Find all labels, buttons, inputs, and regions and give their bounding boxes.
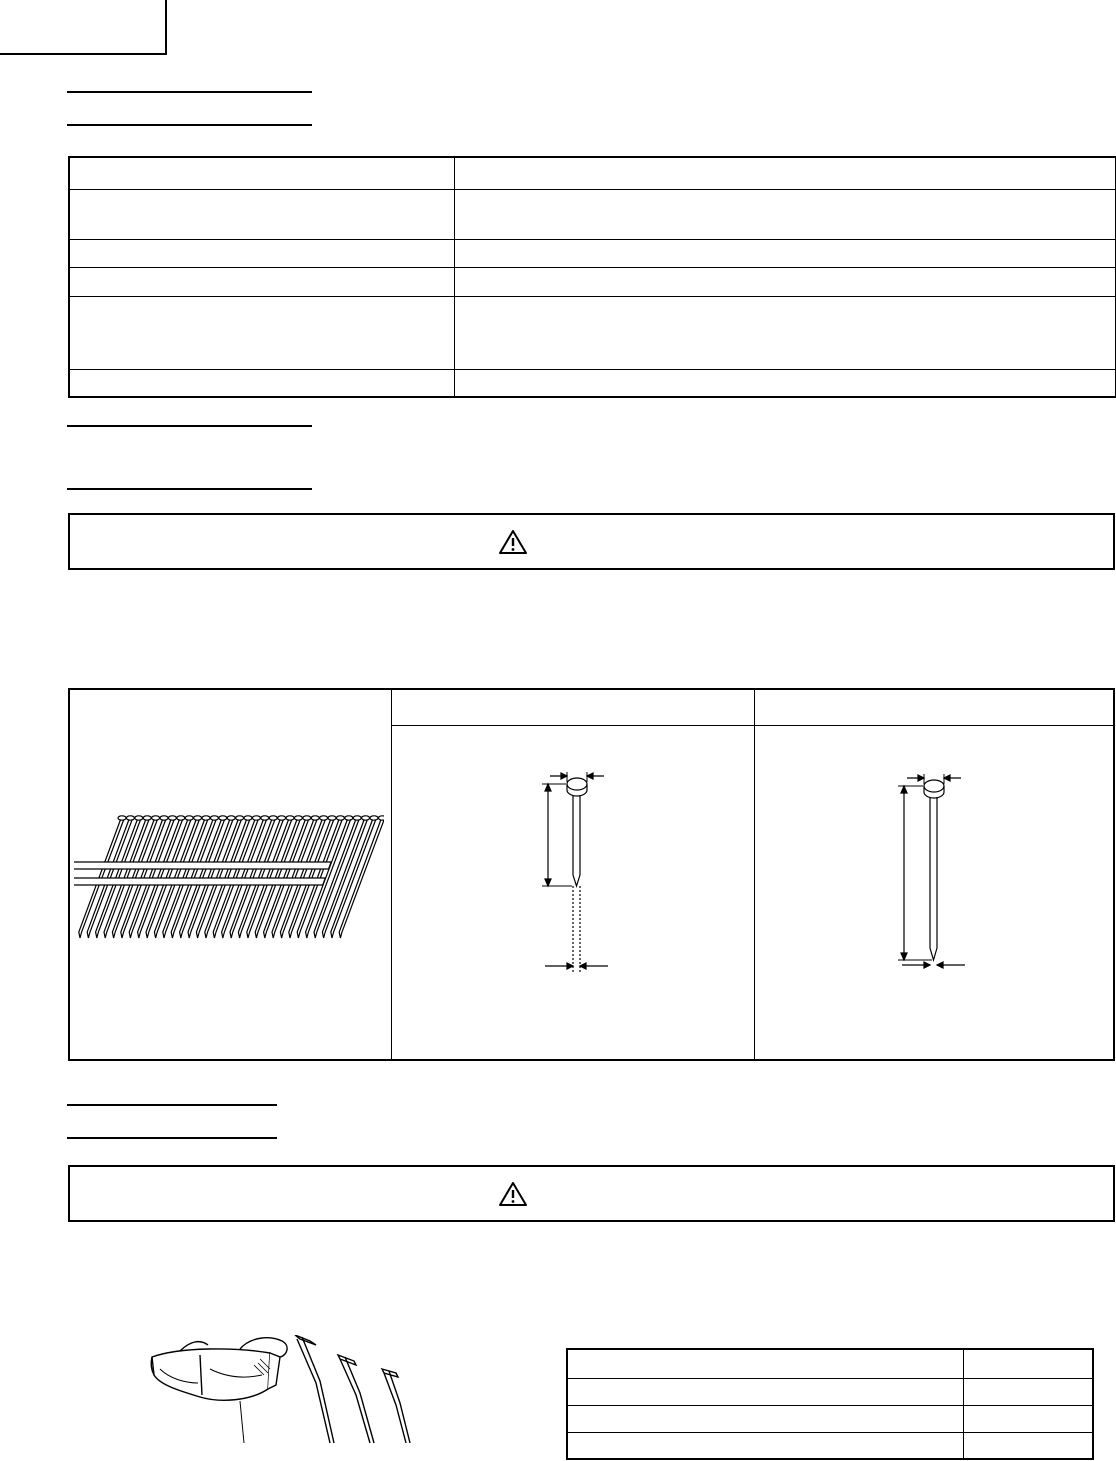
accessory-qty xyxy=(963,1349,1093,1378)
page-header-box xyxy=(0,0,167,55)
section-heading-underline xyxy=(67,1137,277,1139)
spec-value xyxy=(454,296,1116,369)
accessory-item xyxy=(567,1432,963,1459)
accessories-table xyxy=(566,1348,1094,1460)
table-divider xyxy=(391,725,1113,726)
spec-table xyxy=(68,156,1116,398)
spec-value xyxy=(454,157,1116,189)
nail-table xyxy=(68,688,1115,1061)
spec-label xyxy=(69,267,454,296)
spec-value xyxy=(454,189,1116,239)
table-row xyxy=(567,1349,1093,1378)
plain-shank-nail-diagram xyxy=(520,760,640,1000)
spec-value xyxy=(454,369,1116,397)
warning-box xyxy=(68,1165,1115,1222)
safety-glasses-illustration xyxy=(151,1338,287,1443)
table-row xyxy=(567,1405,1093,1432)
spec-label xyxy=(69,157,454,189)
accessory-item xyxy=(567,1378,963,1405)
table-divider xyxy=(391,690,392,1059)
section-heading-underline xyxy=(67,488,312,490)
long-nail-diagram xyxy=(890,760,1010,1000)
section-heading-underline xyxy=(67,91,312,93)
accessories-illustration xyxy=(140,1335,430,1445)
table-row xyxy=(567,1378,1093,1405)
spec-value xyxy=(454,239,1116,267)
table-row xyxy=(567,1432,1093,1459)
warning-box xyxy=(68,513,1115,570)
table-row xyxy=(69,189,1116,239)
table-row xyxy=(69,267,1116,296)
accessory-item xyxy=(567,1349,963,1378)
table-row xyxy=(69,296,1116,369)
hex-bar-wrench-illustration xyxy=(295,1335,410,1443)
accessory-qty xyxy=(963,1378,1093,1405)
section-heading-underline xyxy=(67,124,312,126)
spec-value xyxy=(454,267,1116,296)
table-row xyxy=(69,239,1116,267)
table-divider xyxy=(754,690,755,1059)
spec-label xyxy=(69,239,454,267)
table-row xyxy=(69,157,1116,189)
section-heading-underline xyxy=(67,425,312,427)
warning-triangle-icon xyxy=(498,529,528,555)
accessory-item xyxy=(567,1405,963,1432)
spec-label xyxy=(69,189,454,239)
nail-strip-illustration xyxy=(74,810,384,950)
section-heading-underline xyxy=(67,1104,277,1106)
spec-label xyxy=(69,369,454,397)
table-row xyxy=(69,369,1116,397)
accessory-qty xyxy=(963,1405,1093,1432)
spec-label xyxy=(69,296,454,369)
accessory-qty xyxy=(963,1432,1093,1459)
warning-triangle-icon xyxy=(498,1181,528,1207)
